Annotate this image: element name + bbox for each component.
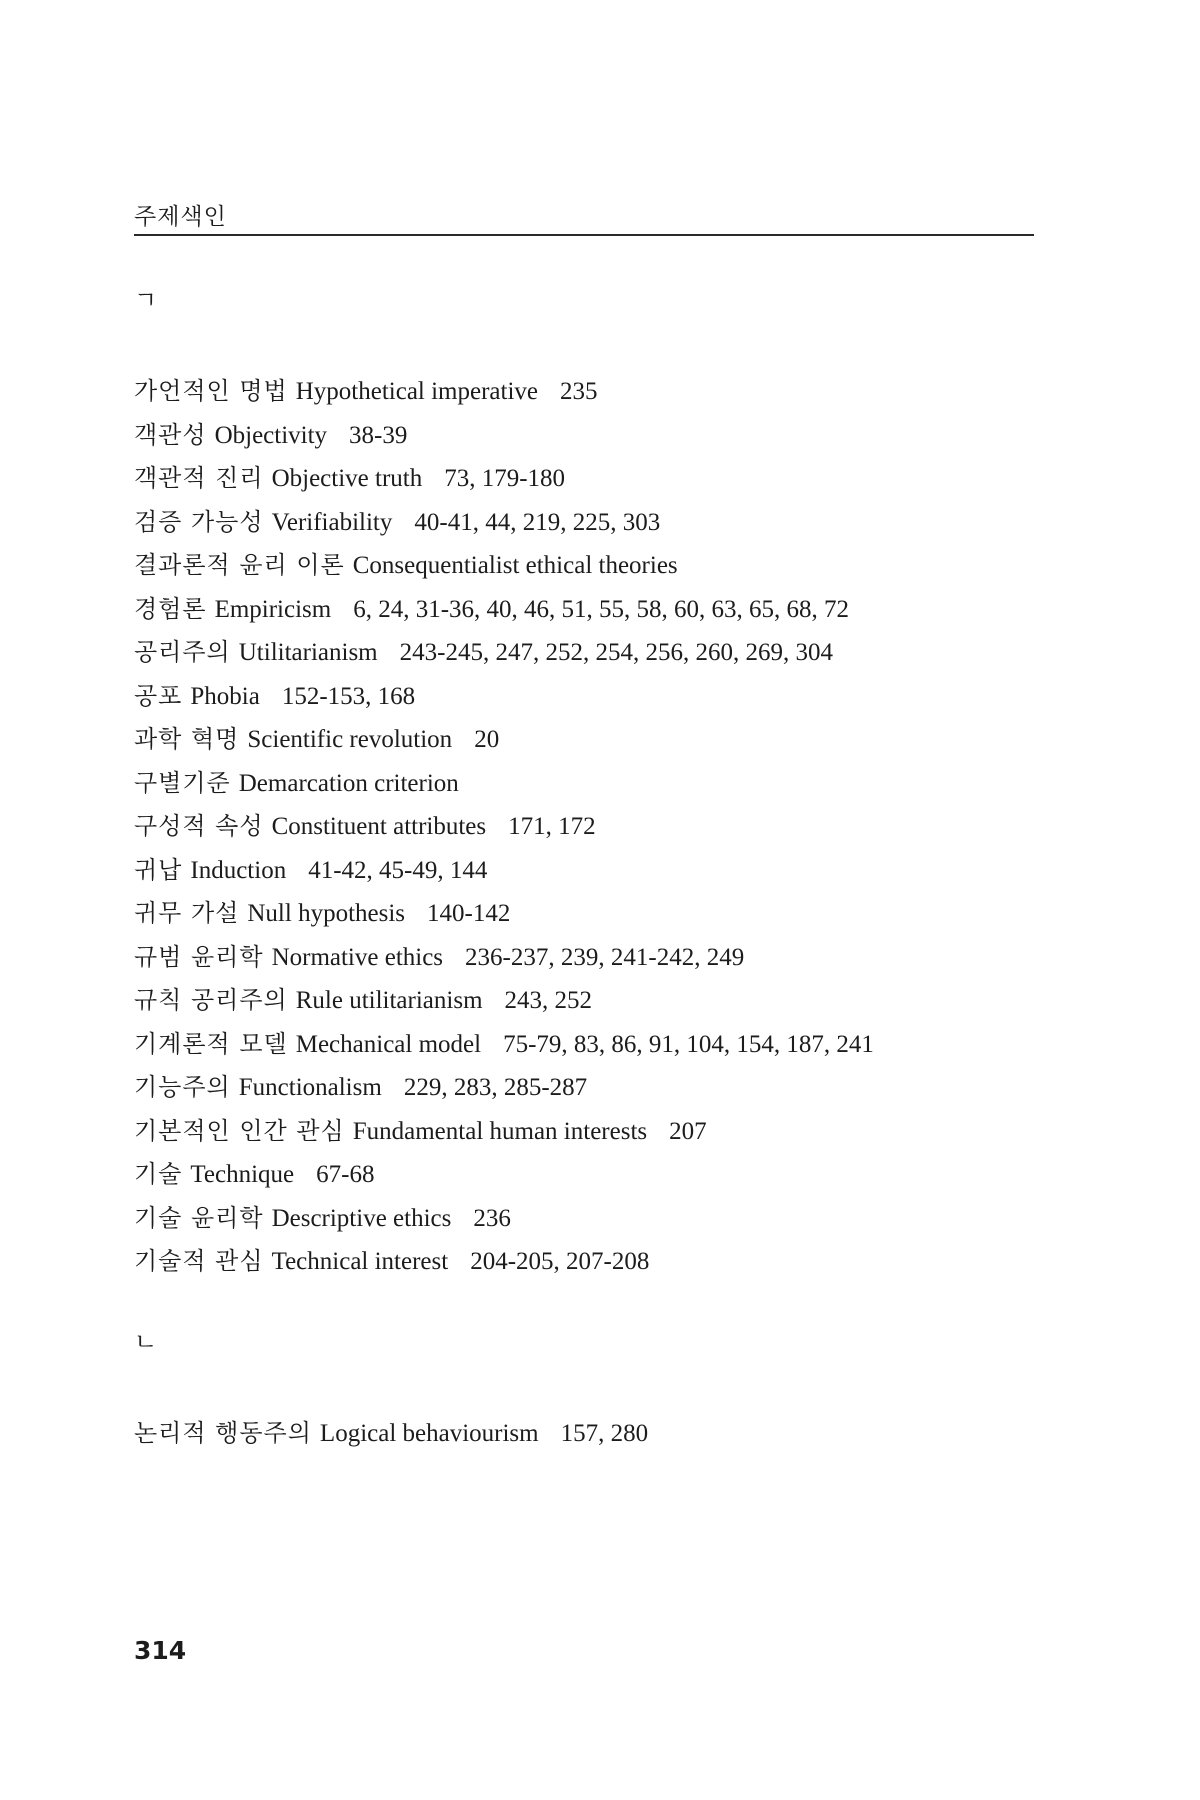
entry-korean-term: 기계론적 모델: [134, 1029, 288, 1058]
index-entry: [134, 501, 874, 545]
index-entry: [134, 631, 874, 675]
entry-page-refs: 207: [669, 1117, 707, 1145]
entry-english-term: Functionalism: [238, 1074, 382, 1101]
entry-english-term: Technical interest: [271, 1248, 449, 1275]
entry-page-refs: 75-79, 83, 86, 91, 104, 154, 187, 241: [503, 1030, 874, 1058]
entry-page-refs: 140-142: [427, 900, 511, 927]
index-entry: [134, 544, 874, 588]
entry-english-term: Descriptive ethics: [271, 1204, 452, 1232]
index-entry: [134, 1197, 874, 1241]
entry-english-term: Verifiability: [271, 508, 393, 536]
entry-korean-term: 귀납: [134, 855, 183, 884]
entry-english-term: Objectivity: [214, 421, 328, 449]
header-rule: [134, 234, 1034, 236]
entry-korean-term: 기술: [134, 1160, 183, 1188]
entry-page-refs: 152-153, 168: [281, 682, 416, 710]
entry-page-refs: 235: [560, 378, 598, 405]
index-entry: [134, 1412, 648, 1456]
entry-english-term: Objective truth: [271, 465, 423, 492]
entry-korean-term: 규범 윤리학: [134, 942, 264, 971]
entry-english-term: Induction: [190, 856, 287, 884]
entry-korean-term: 결과론적 윤리 이론: [134, 551, 345, 579]
entry-korean-term: 귀무 가설: [134, 899, 240, 927]
index-entry: [134, 936, 874, 980]
index-entry: [134, 675, 874, 719]
entry-korean-term: 기술적 관심: [134, 1247, 264, 1275]
index-list-nieun: [134, 1412, 648, 1456]
entry-korean-term: 검증 가능성: [134, 507, 264, 536]
entry-page-refs: 6, 24, 31-36, 40, 46, 51, 55, 58, 60, 63, 65, 68, 72: [353, 595, 850, 623]
entry-page-refs: 157, 280: [560, 1420, 649, 1447]
entry-english-term: Hypothetical imperative: [295, 378, 539, 405]
entry-korean-term: 규칙 공리주의: [134, 986, 288, 1014]
entry-page-refs: 67-68: [316, 1161, 375, 1188]
entry-english-term: Demarcation criterion: [238, 769, 459, 797]
running-head: 주제색인: [134, 204, 227, 230]
entry-english-term: Fundamental human interests: [352, 1117, 648, 1145]
entry-english-term: Scientific revolution: [247, 726, 453, 753]
entry-page-refs: 41-42, 45-49, 144: [308, 856, 488, 884]
entry-english-term: Logical behaviourism: [319, 1420, 539, 1447]
entry-english-term: Mechanical model: [295, 1030, 482, 1058]
entry-page-refs: 73, 179-180: [444, 465, 566, 492]
index-entry: [134, 979, 874, 1023]
index-entry: [134, 718, 874, 762]
entry-korean-term: 공리주의: [134, 638, 231, 666]
section-letter-giyeok: ㄱ: [134, 286, 158, 314]
entry-english-term: Null hypothesis: [247, 900, 406, 927]
entry-english-term: Utilitarianism: [238, 639, 378, 666]
entry-korean-term: 가언적인 명법: [134, 377, 288, 405]
entry-korean-term: 논리적 행동주의: [134, 1419, 312, 1447]
entry-korean-term: 공포: [134, 681, 183, 710]
index-entry: [134, 414, 874, 458]
entry-korean-term: 구성적 속성: [134, 812, 264, 840]
index-entry: [134, 892, 874, 936]
entry-english-term: Rule utilitarianism: [295, 987, 483, 1014]
index-entry: [134, 1110, 874, 1154]
entry-page-refs: 40-41, 44, 219, 225, 303: [414, 508, 661, 536]
entry-korean-term: 과학 혁명: [134, 725, 240, 753]
entry-korean-term: 객관적 진리: [134, 464, 264, 492]
index-entry: [134, 805, 874, 849]
entry-korean-term: 객관성: [134, 420, 207, 449]
entry-page-refs: 236: [473, 1204, 511, 1232]
entry-english-term: Technique: [190, 1161, 295, 1188]
index-entry: [134, 762, 874, 806]
entry-english-term: Normative ethics: [271, 943, 444, 971]
index-entry: [134, 588, 874, 632]
entry-page-refs: 243-245, 247, 252, 254, 256, 260, 269, 304: [399, 639, 833, 666]
entry-korean-term: 기술 윤리학: [134, 1203, 264, 1232]
entry-page-refs: 171, 172: [508, 813, 596, 840]
entry-page-refs: 236-237, 239, 241-242, 249: [465, 943, 745, 971]
index-list-giyeok: [134, 370, 874, 1284]
entry-english-term: Empiricism: [214, 595, 332, 623]
entry-korean-term: 경험론: [134, 594, 207, 623]
entry-korean-term: 기본적인 인간 관심: [134, 1116, 345, 1145]
entry-page-refs: 229, 283, 285-287: [403, 1074, 588, 1101]
entry-page-refs: 20: [474, 726, 500, 753]
index-entry: [134, 849, 874, 893]
entry-english-term: Consequentialist ethical theories: [352, 552, 678, 579]
index-entry: [134, 1066, 874, 1110]
entry-page-refs: 38-39: [349, 421, 408, 449]
index-entry: [134, 457, 874, 501]
entry-korean-term: 구별기준: [134, 768, 231, 797]
page-number: 314: [134, 1636, 187, 1665]
entry-korean-term: 기능주의: [134, 1073, 231, 1101]
entry-english-term: Phobia: [190, 682, 260, 710]
entry-page-refs: 243, 252: [504, 987, 593, 1014]
index-entry: [134, 1153, 874, 1197]
section-letter-nieun: ㄴ: [134, 1328, 158, 1356]
entry-page-refs: 204-205, 207-208: [470, 1248, 650, 1275]
index-entry: [134, 1240, 874, 1284]
index-entry: [134, 370, 874, 414]
entry-english-term: Constituent attributes: [271, 813, 487, 840]
index-entry: [134, 1023, 874, 1067]
